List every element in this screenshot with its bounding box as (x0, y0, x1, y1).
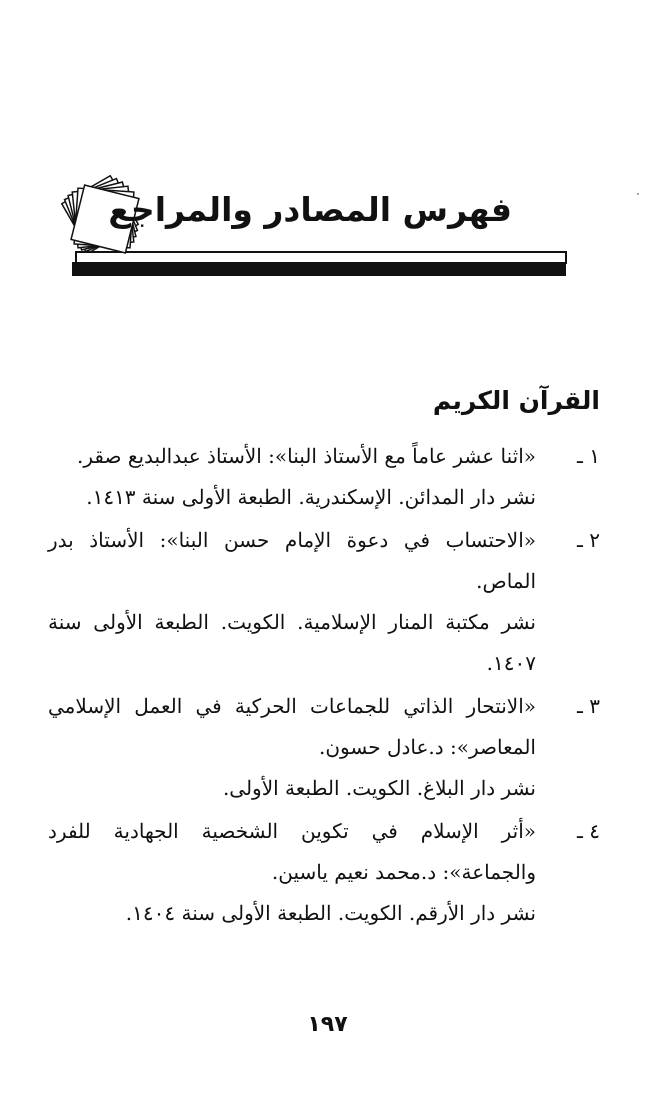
list-item (48, 520, 600, 684)
entry-publisher: نشر مكتبة المنار الإسلامية. الكويت. الطبعة الأولى سنة ١٤٠٧. (48, 610, 536, 675)
page-number: ١٩٧ (307, 1012, 348, 1037)
entry-number: ٢ ـ (577, 528, 600, 552)
page-title: فهرس المصادر والمراجع (108, 190, 512, 229)
list-item (48, 436, 600, 518)
entry-publisher: نشر دار البلاغ. الكويت. الطبعة الأولى. (222, 776, 536, 800)
entry-number: ٤ ـ (577, 819, 600, 843)
entry-number: ٣ ـ (577, 694, 600, 718)
list-item (48, 811, 600, 934)
entry-citation: «الانتحار الذاتي للجماعات الحركية في العمل الإسلامي المعاصر»: د.عادل حسون. (48, 694, 536, 759)
list-item (48, 686, 600, 809)
entry-citation: «اثنا عشر عاماً مع الأستاذ البنا»: الأستاذ عبدالبديع صقر. (76, 444, 536, 468)
entry-publisher: نشر دار المدائن. الإسكندرية. الطبعة الأولى سنة ١٤١٣. (86, 485, 536, 509)
references-list (48, 380, 600, 936)
scan-dot (637, 193, 639, 195)
entry-citation: «أثر الإسلام في تكوين الشخصية الجهادية للفرد والجماعة»: د.محمد نعيم ياسين. (48, 819, 536, 884)
title-banner (58, 170, 570, 282)
section-heading: القرآن الكريم (432, 386, 600, 415)
entry-publisher: نشر دار الأرقم. الكويت. الطبعة الأولى سنة ١٤٠٤. (125, 901, 536, 925)
entry-citation: «الاحتساب في دعوة الإمام حسن البنا»: الأستاذ بدر الماص. (48, 528, 536, 593)
entry-number: ١ ـ (577, 444, 600, 468)
